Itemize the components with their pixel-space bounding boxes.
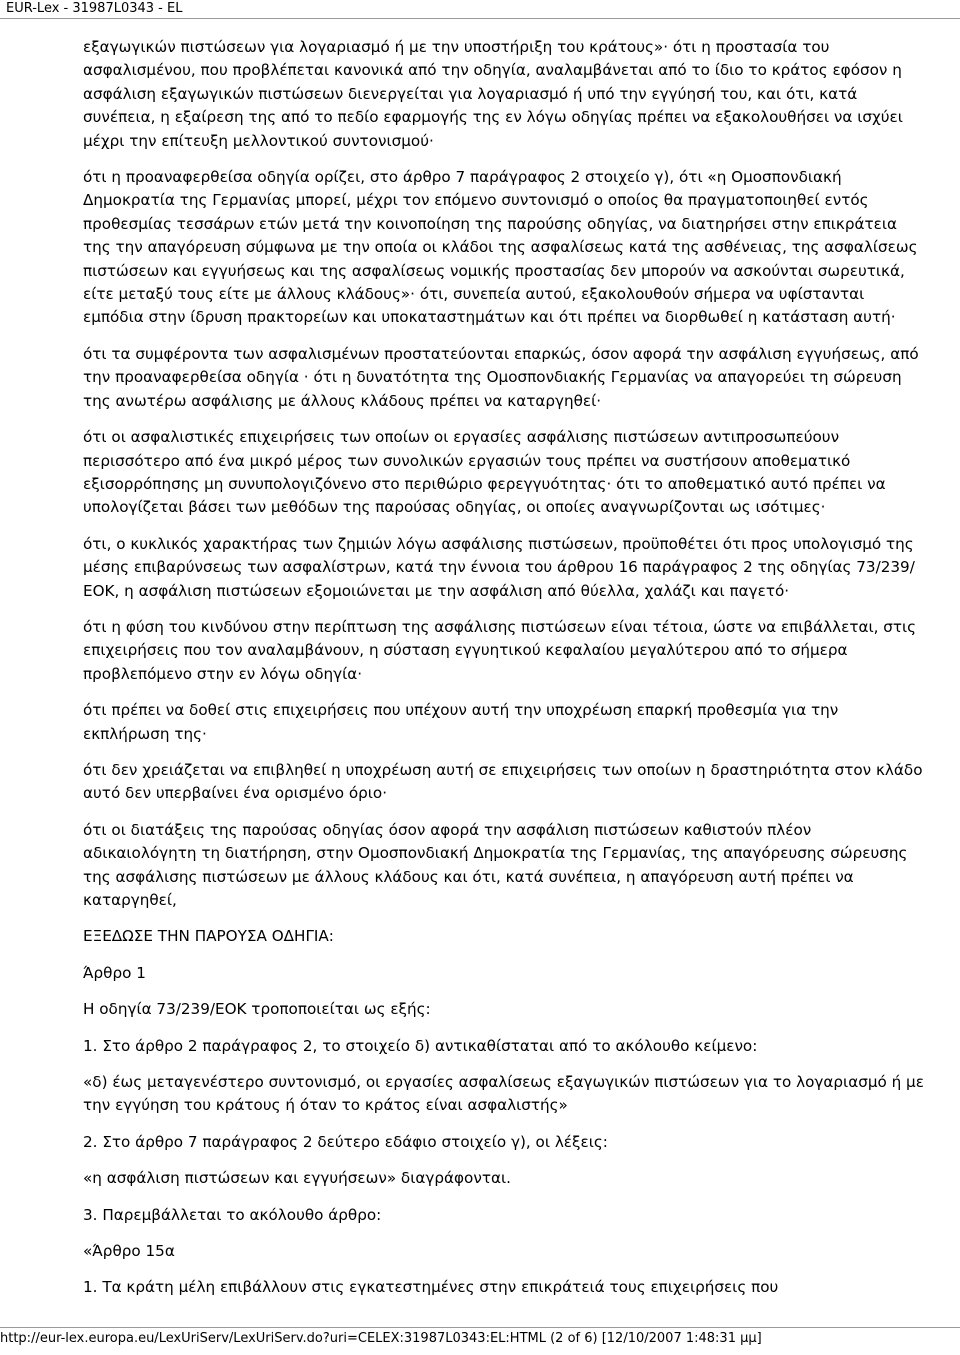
page-footer-url: http://eur-lex.europa.eu/LexUriServ/LexUriServ.do?uri=CELEX:31987L0343:EL:HTML (2 of 6) [12/10/2007 1:48:31 μμ] [0, 1331, 762, 1346]
paragraph: «δ) έως μεταγενέστερο συντονισμό, οι εργασίες ασφαλίσεως εξαγωγικών πιστώσεων για το λογαριασμό ή με την εγγύηση του κράτους ή όταν το κράτος είναι ασφαλιστής» [83, 1073, 924, 1115]
page-header-title: EUR-Lex - 31987L0343 - EL [6, 1, 183, 16]
paragraph: «η ασφάλιση πιστώσεων και εγγυήσεων» διαγράφονται. [83, 1169, 511, 1188]
paragraph: 1. Τα κράτη μέλη επιβάλλουν στις εγκατεστημένες στην επικράτειά τους επιχειρήσεις που [83, 1278, 779, 1297]
paragraph: ότι η προαναφερθείσα οδηγία ορίζει, στο άρθρο 7 παράγραφος 2 στοιχείο γ), ότι «η Ομοσπονδιακή Δημοκρατία της Γερμανίας μπορεί, μέχρι τον επόμενο συντονισμό ο οποίος θα πραγματοποιηθεί εντός προθεσμίας τεσσάρων ετών μετά την κοινοποίηση της παρούσης οδηγίας, να διατηρήσει στην επικράτεια της την απαγόρευση σύμφωνα με την οποία οι κλάδοι της ασφαλίσεως κατά της ασθένειας, της ασφαλίσεως πιστώσεων και εγγυήσεως και της ασφαλίσεως νομικής προστασίας δεν μπορούν να ασκούνται σωρευτικά, είτε μεταξύ τους είτε με άλλους κλάδους»· ότι, συνεπεία αυτού, εξακολουθούν σήμερα να υφίστανται εμπόδια στην ίδρυση πρακτορείων και υποκαταστημάτων και ότι πρέπει να διορθωθεί η κατάσταση αυτή· [83, 168, 918, 327]
paragraph: εξαγωγικών πιστώσεων για λογαριασμό ή με την υποστήριξη του κράτους»· ότι η προστασία του ασφαλισμένου, που προβλέπεται κανονικά από την οδηγία, αναλαμβάνεται από το ίδιο το κράτος εφόσον η ασφάλιση εξαγωγικών πιστώσεων διενεργείται για λογαριασμό ή υπό την εγγύησή του, και ότι, κατά συνέπεια, η εξαίρεση της από το πεδίο εφαρμογής της εν λόγω οδηγίας πρέπει να εξακολουθήσει να ισχύει μέχρι την επίτευξη μελλοντικού συντονισμού· [83, 38, 903, 150]
enacting-formula: ΕΞΕΔΩΣΕ ΤΗΝ ΠΑΡΟΥΣΑ ΟΔΗΓΙΑ: [83, 927, 334, 946]
paragraph: Η οδηγία 73/239/ΕΟΚ τροποποιείται ως εξής: [83, 1000, 431, 1019]
paragraph: 3. Παρεμβάλλεται το ακόλουθο άρθρο: [83, 1205, 382, 1224]
article-heading: Άρθρο 1 [83, 963, 146, 982]
article-heading: «Άρθρο 15α [83, 1242, 175, 1261]
paragraph: ότι η φύση του κινδύνου στην περίπτωση της ασφάλισης πιστώσεων είναι τέτοια, ώστε να επιβάλλεται, στις επιχειρήσεις που τον αναλαμβάνουν, η σύσταση εγγυητικού κεφαλαίου μεγαλύτερου από το σήμερα προβλεπόμενο στην εν λόγω οδηγία· [83, 617, 917, 683]
paragraph: ότι οι ασφαλιστικές επιχειρήσεις των οποίων οι εργασίες ασφάλισης πιστώσεων αντιπροσωπεύουν περισσότερο από ένα μικρό μέρος των συνολικών εργασιών τους πρέπει να συστήσουν αποθεματικό εξισορρόπησης μη συνυπολογιζόνενο στο περιθώριο φερεγγυότητας· ότι το αποθεματικό αυτό πρέπει να υπολογίζεται βάσει των μεθόδων της παρούσας οδηγίας, οι οποίες αναγνωρίζονται ως ισότιμες· [83, 428, 886, 517]
header-divider [0, 18, 960, 19]
paragraph: ότι οι διατάξεις της παρούσας οδηγίας όσον αφορά την ασφάλιση πιστώσεων καθιστούν πλέον αδικαιολόγητη τη διατήρηση, στην Ομοσπονδιακή Δημοκρατία της Γερμανίας, της απαγόρευσης σώρευσης της ασφάλισης πιστώσεων με άλλους κλάδους και ότι, κατά συνέπεια, η απαγόρευση αυτή πρέπει να καταργηθεί, [83, 820, 908, 909]
paragraph: ότι τα συμφέροντα των ασφαλισμένων προστατεύονται επαρκώς, όσον αφορά την ασφάλιση εγγυήσεως, από την προαναφερθείσα οδηγία · ότι η δυνατότητα της Ομοσπονδιακής Γερμανίας να απαγορεύει τη σώρευση της ανωτέρω ασφάλισης με άλλους κλάδους πρέπει να καταργηθεί· [83, 344, 919, 410]
paragraph: ότι, ο κυκλικός χαρακτήρας των ζημιών λόγω ασφάλισης πιστώσεων, προϋποθέτει ότι προς υπολογισμό της μέσης επιβαρύνσεως των ασφαλίστρων, κατά την έννοια του άρθρου 16 παράγραφος 2 της οδηγίας 73/239/ΕΟΚ, η ασφάλιση πιστώσεων εξομοιώνεται με την ασφάλιση από θύελλα, χαλάζι και παγετό· [83, 534, 915, 600]
paragraph: 1. Στο άρθρο 2 παράγραφος 2, το στοιχείο δ) αντικαθίσταται από το ακόλουθο κείμενο: [83, 1036, 758, 1055]
footer-divider [0, 1327, 960, 1328]
document-body [83, 36, 925, 1313]
paragraph: 2. Στο άρθρο 7 παράγραφος 2 δεύτερο εδάφιο στοιχείο γ), οι λέξεις: [83, 1132, 608, 1151]
paragraph: ότι πρέπει να δοθεί στις επιχειρήσεις που υπέχουν αυτή την υποχρέωση επαρκή προθεσμία για την εκπλήρωση της· [83, 701, 839, 743]
paragraph: ότι δεν χρειάζεται να επιβληθεί η υποχρέωση αυτή σε επιχειρήσεις των οποίων η δραστηριότητα στον κλάδο αυτό δεν υπερβαίνει ένα ορισμένο όριο· [83, 760, 923, 803]
